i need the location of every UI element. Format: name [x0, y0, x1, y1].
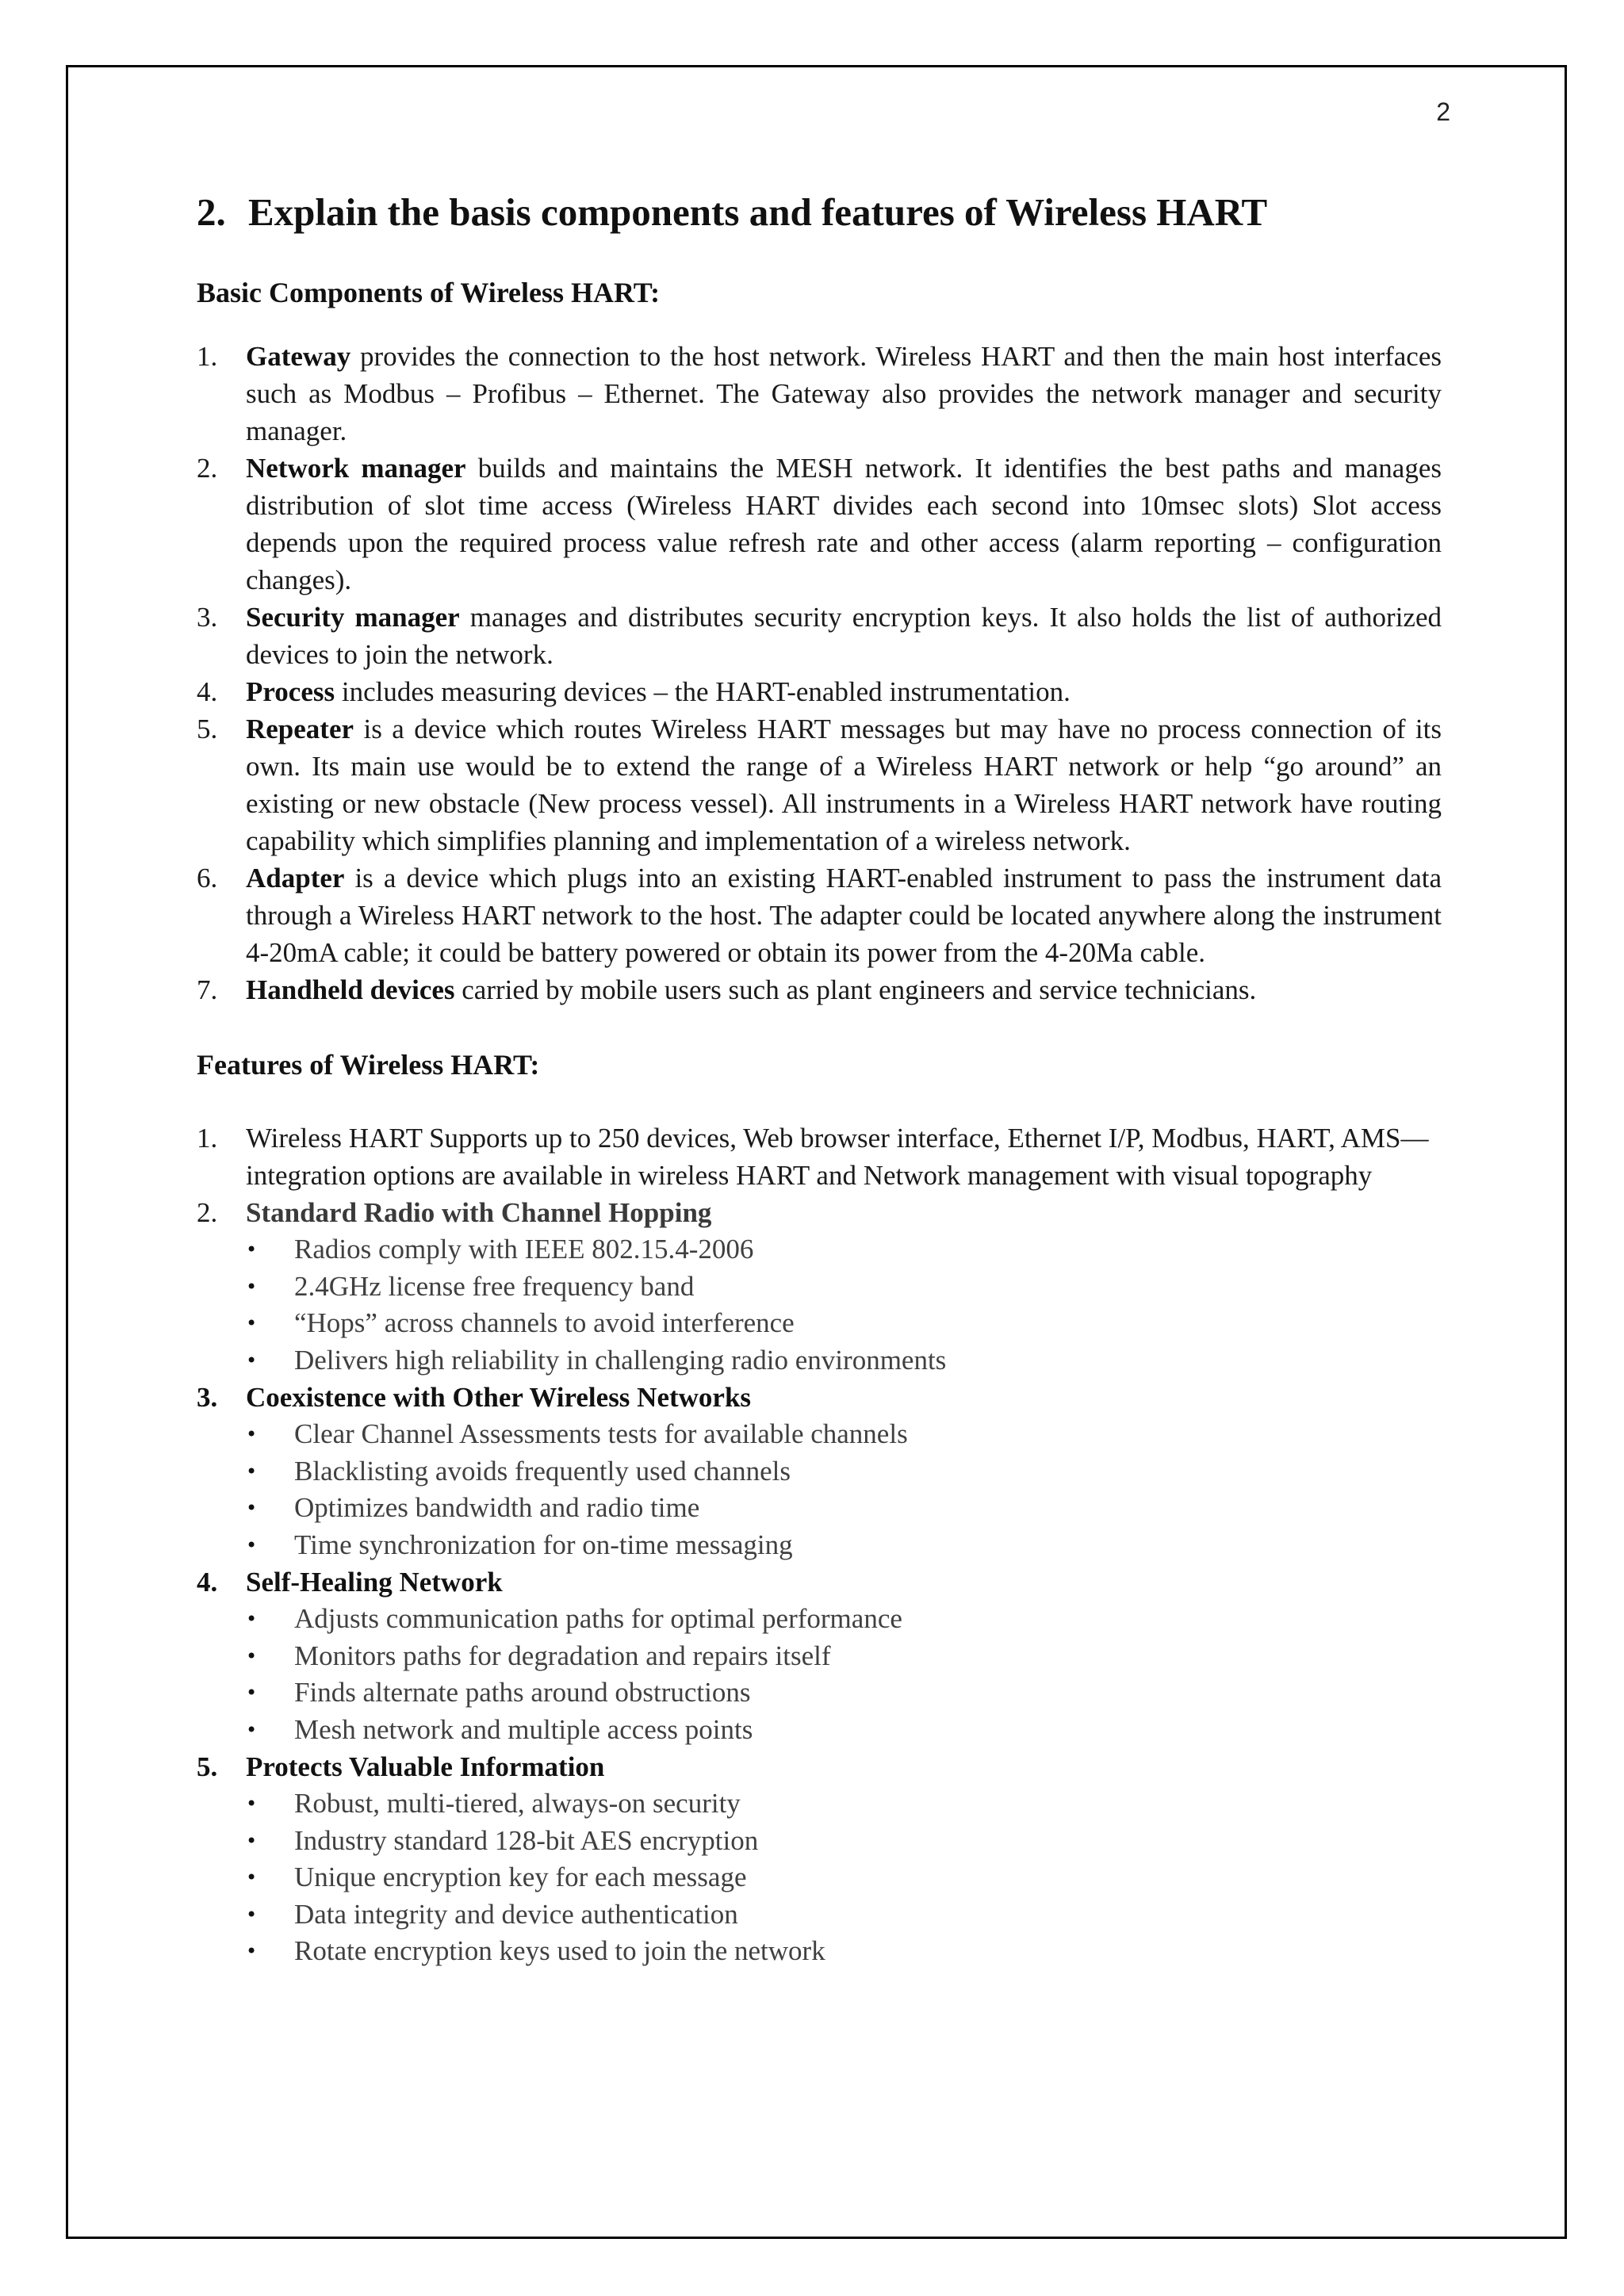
component-term: Repeater	[246, 714, 354, 744]
components-heading: Basic Components of Wireless HART:	[197, 277, 661, 308]
feature-bullet-list	[197, 1231, 1442, 1379]
feature-bullet-item	[197, 1342, 1442, 1380]
list-number: 4.	[197, 1567, 218, 1598]
bullet-icon: •	[246, 1903, 258, 1926]
feature-bullet-text: Industry standard 128-bit AES encryption	[294, 1824, 759, 1856]
bullet-icon: •	[246, 1349, 258, 1372]
feature-bullet-text: Unique encryption key for each message	[294, 1862, 747, 1892]
component-term: Gateway	[246, 341, 351, 372]
feature-bullet-text: “Hops” across channels to avoid interference	[294, 1307, 795, 1338]
list-number: 5.	[197, 714, 218, 744]
feature-bullet-item	[197, 1674, 1442, 1712]
features-intro-item	[197, 1119, 1442, 1194]
features-heading: Features of Wireless HART:	[197, 1049, 540, 1081]
list-number: 1.	[197, 1123, 218, 1154]
feature-group-title: Coexistence with Other Wireless Networks	[246, 1382, 752, 1413]
bullet-icon: •	[246, 1866, 258, 1888]
feature-bullet-text: Adjusts communication paths for optimal performance	[294, 1603, 902, 1634]
list-number: 3.	[197, 1382, 218, 1413]
component-item	[197, 450, 1442, 599]
component-term: Process	[246, 676, 335, 707]
list-number: 4.	[197, 676, 218, 707]
component-description: provides the connection to the host network. Wireless HART and then the main host interfaces such as Modbus – Profibus – Ethernet. The Gateway also provides the network manager and security manager.	[246, 341, 1442, 446]
component-term: Network manager	[246, 453, 466, 484]
component-item	[197, 859, 1442, 971]
list-number: 1.	[197, 341, 218, 372]
list-number: 3.	[197, 602, 218, 633]
feature-bullet-list	[197, 1785, 1442, 1970]
bullet-icon: •	[246, 1718, 258, 1741]
component-description: carried by mobile users such as plant engineers and service technicians.	[454, 974, 1257, 1005]
features-intro-text: Wireless HART Supports up to 250 devices, Web browser interface, Ethernet I/P, Modbus, HART, AMS—integration options are available in wireless HART and Network management with visual topography	[246, 1123, 1429, 1191]
bullet-icon: •	[246, 1793, 258, 1815]
feature-bullet-text: Optimizes bandwidth and radio time	[294, 1492, 700, 1523]
feature-bullet-text: 2.4GHz license free frequency band	[294, 1270, 695, 1302]
feature-bullet-item	[197, 1527, 1442, 1564]
feature-bullet-text: Robust, multi-tiered, always-on security	[294, 1788, 741, 1819]
bullet-icon: •	[246, 1275, 258, 1298]
component-item	[197, 599, 1442, 673]
component-term: Handheld devices	[246, 974, 455, 1005]
feature-bullet-item	[197, 1305, 1442, 1342]
features-list	[197, 1119, 1442, 1970]
list-number: 5.	[197, 1751, 218, 1782]
feature-group-title: Standard Radio with Channel Hopping	[246, 1197, 712, 1228]
feature-bullet-item	[197, 1823, 1442, 1860]
feature-bullet-text: Data integrity and device authentication	[294, 1898, 738, 1930]
feature-group-heading	[197, 1379, 1442, 1416]
bullet-icon: •	[246, 1460, 258, 1483]
feature-bullet-item	[197, 1269, 1442, 1306]
bullet-icon: •	[246, 1644, 258, 1667]
component-term: Security manager	[246, 602, 460, 633]
feature-bullet-text: Delivers high reliability in challenging radio environments	[294, 1344, 947, 1376]
components-list	[197, 338, 1442, 1008]
question-title	[197, 187, 1442, 238]
list-number: 2.	[197, 1197, 218, 1228]
feature-bullet-item	[197, 1712, 1442, 1749]
component-item	[197, 971, 1442, 1008]
feature-bullet-item	[197, 1601, 1442, 1638]
list-number: 2.	[197, 453, 218, 484]
component-item	[197, 338, 1442, 450]
list-number: 7.	[197, 974, 218, 1005]
feature-group-title: Self-Healing Network	[246, 1567, 503, 1598]
bullet-icon: •	[246, 1829, 258, 1852]
component-description: manages and distributes security encryption keys. It also holds the list of authorized devices to join the network.	[246, 602, 1442, 670]
feature-bullet-item	[197, 1490, 1442, 1527]
feature-group-title: Protects Valuable Information	[246, 1751, 605, 1782]
component-item	[197, 673, 1442, 710]
bullet-icon: •	[246, 1533, 258, 1556]
component-item	[197, 710, 1442, 859]
feature-group-heading	[197, 1563, 1442, 1601]
feature-group-heading	[197, 1748, 1442, 1785]
feature-bullet-text: Finds alternate paths around obstructions	[294, 1677, 751, 1708]
question-number: 2.	[197, 190, 226, 234]
bullet-icon: •	[246, 1238, 258, 1261]
document-body	[197, 187, 1442, 1970]
bullet-icon: •	[246, 1497, 258, 1519]
bullet-icon: •	[246, 1423, 258, 1445]
feature-bullet-text: Monitors paths for degradation and repairs itself	[294, 1640, 831, 1671]
feature-bullet-item	[197, 1638, 1442, 1675]
bullet-icon: •	[246, 1608, 258, 1630]
component-description: is a device which routes Wireless HART messages but may have no process connection of its own. Its main use would be to extend the range of a Wireless HART network or help “go around” an existing or new obstacle (New process vessel). All instruments in a Wireless HART network have routing capability which simplifies planning and implementation of a wireless network.	[246, 714, 1442, 856]
feature-group-heading	[197, 1194, 1442, 1231]
feature-bullet-text: Mesh network and multiple access points	[294, 1713, 753, 1745]
component-term: Adapter	[246, 863, 345, 894]
bullet-icon: •	[246, 1682, 258, 1704]
feature-bullet-item	[197, 1231, 1442, 1269]
bullet-icon: •	[246, 1312, 258, 1334]
component-description: is a device which plugs into an existing HART-enabled instrument to pass the instrument data through a Wireless HART network to the host. The adapter could be located anywhere along the instrument 4-20mA cable; it could be battery powered or obtain its power from the 4-20Ma cable.	[246, 863, 1442, 968]
feature-bullet-text: Blacklisting avoids frequently used channels	[294, 1455, 791, 1487]
page-number: 2	[1436, 98, 1450, 126]
feature-bullet-text: Rotate encryption keys used to join the network	[294, 1935, 825, 1966]
feature-bullet-text: Time synchronization for on-time messaging	[294, 1529, 793, 1560]
feature-bullet-text: Clear Channel Assessments tests for available channels	[294, 1418, 908, 1449]
feature-bullet-item	[197, 1416, 1442, 1453]
feature-bullet-list	[197, 1601, 1442, 1748]
component-description: includes measuring devices – the HART-enabled instrumentation.	[335, 676, 1071, 707]
feature-bullet-text: Radios comply with IEEE 802.15.4-2006	[294, 1234, 754, 1265]
feature-bullet-item	[197, 1859, 1442, 1896]
bullet-icon: •	[246, 1940, 258, 1962]
list-number: 6.	[197, 863, 218, 894]
question-text: Explain the basis components and features of Wireless HART	[248, 190, 1268, 234]
feature-bullet-item	[197, 1896, 1442, 1934]
feature-bullet-item	[197, 1453, 1442, 1490]
component-description: builds and maintains the MESH network. It identifies the best paths and manages distribution of slot time access (Wireless HART divides each second into 10msec slots) Slot access depends upon the required process value refresh rate and other access (alarm reporting – configuration changes).	[246, 453, 1442, 595]
feature-bullet-list	[197, 1416, 1442, 1563]
feature-bullet-item	[197, 1785, 1442, 1823]
feature-bullet-item	[197, 1933, 1442, 1970]
